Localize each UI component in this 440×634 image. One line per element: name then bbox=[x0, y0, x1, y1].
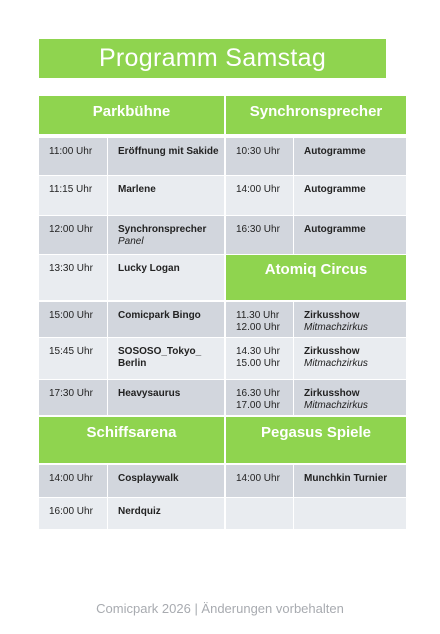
table-row-time: 14:00 Uhr bbox=[49, 473, 93, 484]
table-row-event: Autogramme bbox=[304, 224, 366, 235]
table-row-time: 11:15 Uhr bbox=[49, 184, 93, 195]
table-row-time: 11:00 Uhr bbox=[49, 146, 93, 157]
table-row-time bbox=[226, 302, 293, 334]
table-row-event: SOSOSO_Tokyo_ Berlin bbox=[118, 346, 202, 369]
header-synchronsprecher: Synchronsprecher bbox=[226, 96, 406, 134]
page-title: Programm Samstag bbox=[39, 39, 386, 78]
event-name: Zirkusshow bbox=[304, 346, 360, 357]
table-row-time: 15:00 Uhr bbox=[49, 310, 93, 321]
time-start: 14.30 Uhr bbox=[236, 346, 280, 357]
event-name: Zirkusshow bbox=[304, 310, 360, 321]
table-row-event: Autogramme bbox=[304, 184, 366, 195]
table-row-event bbox=[294, 380, 406, 412]
table-row-event bbox=[108, 216, 224, 248]
table-row-time: 14:00 Uhr bbox=[236, 473, 280, 484]
table-row-event: Heavysaurus bbox=[118, 388, 181, 399]
table-row-event: Cosplaywalk bbox=[118, 473, 179, 484]
header-schiffsarena: Schiffsarena bbox=[39, 417, 224, 463]
table-row-event bbox=[294, 338, 406, 370]
table-row-time bbox=[226, 338, 293, 370]
table-row-time bbox=[226, 380, 293, 412]
table-row-event: Marlene bbox=[118, 184, 156, 195]
table-row-event bbox=[294, 302, 406, 334]
table-row-event: Autogramme bbox=[304, 146, 366, 157]
event-subtitle: Panel bbox=[118, 236, 144, 247]
table-row-event: Nerdquiz bbox=[118, 506, 161, 517]
event-name: Zirkusshow bbox=[304, 388, 360, 399]
header-pegasus-spiele: Pegasus Spiele bbox=[226, 417, 406, 463]
empty-cell bbox=[226, 498, 293, 529]
table-row-time: 15:45 Uhr bbox=[49, 346, 93, 357]
time-second: 15.00 Uhr bbox=[236, 358, 280, 369]
table-row-event: Munchkin Turnier bbox=[304, 473, 388, 484]
header-parkbuehne: Parkbühne bbox=[39, 96, 224, 134]
time-start: 16.30 Uhr bbox=[236, 388, 280, 399]
event-subtitle: Mitmachzirkus bbox=[304, 322, 368, 333]
table-row-event: Comicpark Bingo bbox=[118, 310, 201, 321]
header-atomiq-circus: Atomiq Circus bbox=[226, 255, 406, 300]
event-name: Synchronsprecher bbox=[118, 224, 207, 235]
table-row-time: 12:00 Uhr bbox=[49, 224, 93, 235]
event-subtitle: Mitmachzirkus bbox=[304, 400, 368, 411]
table-row-time: 17:30 Uhr bbox=[49, 388, 93, 399]
table-row-event: Lucky Logan bbox=[118, 263, 180, 274]
table-row-event: Eröffnung mit Sakide bbox=[118, 146, 219, 157]
time-second: 12.00 Uhr bbox=[236, 322, 280, 333]
table-row-time: 10:30 Uhr bbox=[236, 146, 280, 157]
table-row-time: 16:30 Uhr bbox=[236, 224, 280, 235]
table-row-time: 16:00 Uhr bbox=[49, 506, 93, 517]
table-row-time: 14:00 Uhr bbox=[236, 184, 280, 195]
empty-cell bbox=[294, 498, 406, 529]
table-row-time: 13:30 Uhr bbox=[49, 263, 93, 274]
footer-note: Comicpark 2026 | Änderungen vorbehalten bbox=[96, 601, 344, 616]
event-subtitle: Mitmachzirkus bbox=[304, 358, 368, 369]
time-second: 17.00 Uhr bbox=[236, 400, 280, 411]
time-start: 11.30 Uhr bbox=[236, 310, 280, 321]
